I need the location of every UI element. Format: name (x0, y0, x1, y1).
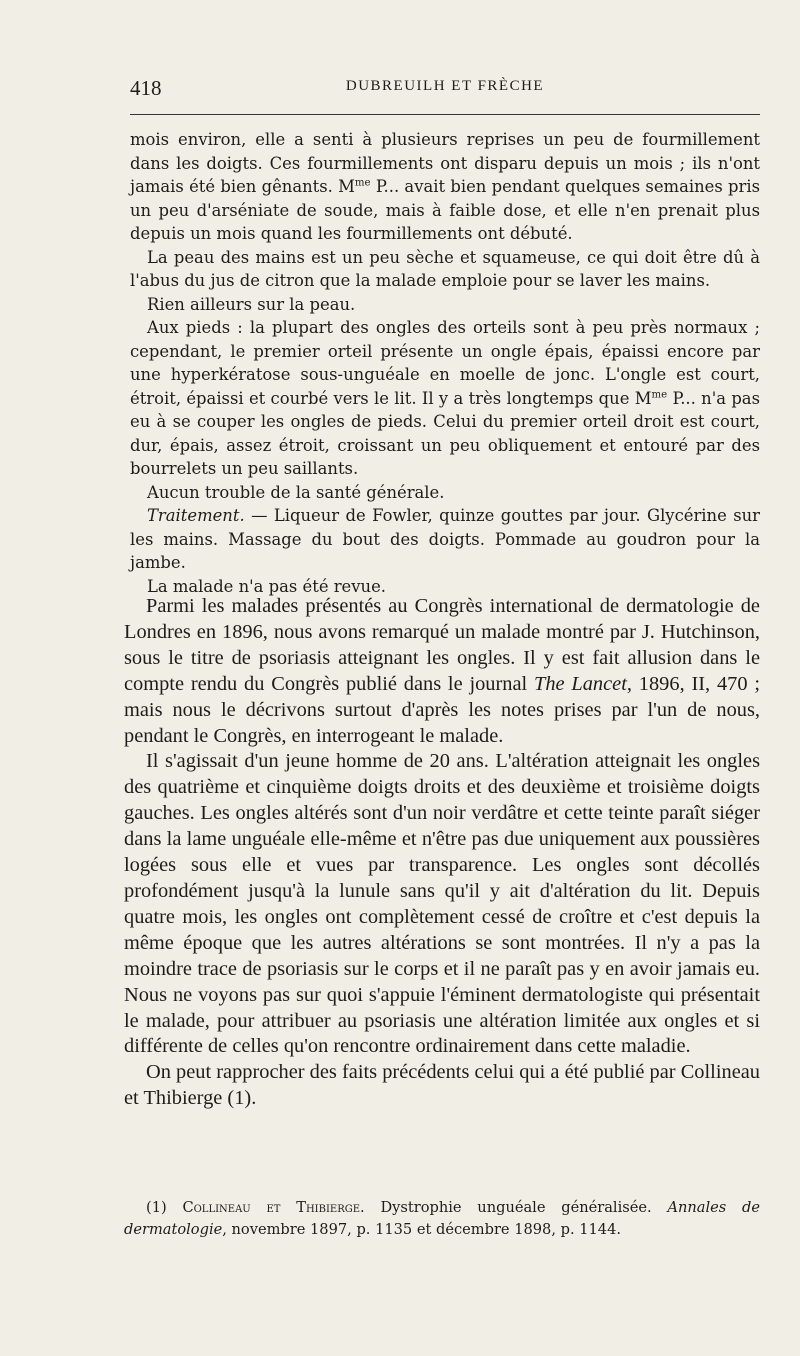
body-paragraph: On peut rapprocher des faits précédents celui qui a été publié par Collineau et Thibierge (1). (124, 1061, 760, 1110)
body-paragraph: Parmi les malades présentés au Congrès international de dermatologie de Londres en 1896, nous avons remarqué un malade montré par J. Hutchinson, sous le titre de psoriasis atteignant les ongles. Il y est fait allusion dans le compte rendu du Congrès publié dans le journal The Lancet, 1896, II, 470 ; mais nous le décrivons surtout d'après les notes prises par l'un de nous, pendant le Congrès, en interrogeant le malade. (124, 595, 760, 747)
footnote: (1) Collineau et Thibierge. Dystrophie unguéale généralisée. Annales de dermatologie, novembre 1897, p. 1135 et décembre 1898, p. 1144. (124, 1199, 761, 1238)
observation-text (130, 128, 760, 598)
main-text (124, 594, 760, 1112)
observation-paragraph: mois environ, elle a senti à plusieurs reprises un peu de fourmillement dans les doigts. Ces fourmillements ont disparu depuis un mois ; ils n'ont jamais été bien gênants. $M^{me}$ P... avait bien pendant quelques semaines pris un peu d'arséniate de soude, mais à faible dose, et elle n'en prenait plus depuis un mois quand les fourmillements ont débuté. (130, 130, 760, 243)
page-header (130, 76, 760, 106)
treatment-paragraph: Traitement. — Liqueur de Fowler, quinze gouttes par jour. Glycérine sur les mains. Massage du bout des doigts. Pommade au goudron pour la jambe. (130, 506, 760, 572)
observation-paragraph: Aucun trouble de la santé générale. (147, 482, 445, 502)
observation-paragraph: La peau des mains est un peu sèche et squameuse, ce qui doit être dû à l'abus du jus de citron que la malade emploie pour se laver les mains. (130, 247, 760, 290)
journal-title: The Lancet (534, 672, 627, 695)
header-rule (130, 114, 760, 115)
running-head: DUBREUILH ET FRÈCHE (345, 78, 545, 94)
body-paragraph: Il s'agissait d'un jeune homme de 20 ans. L'altération atteignait les ongles des quatrième et cinquième doigts droits et des deuxième et troisième doigts gauches. Les ongles altérés sont d'un noir verdâtre et cette teinte paraît siéger dans la lame unguéale elle-même et n'être pas due uniquement aux poussières logées sous elle et vues par transparence. Les ongles sont décollés profondément jusqu'à la lunule sans qu'il y ait d'altération du lit. Depuis quatre mois, les ongles ont complètement cessé de croître et c'est depuis la même époque que les autres altérations se sont montrées. Il n'y a pas la moindre trace de psoriasis sur le corps et il ne paraît pas y en avoir jamais eu. Nous ne voyons pas sur quoi s'appuie l'éminent dermatologiste qui présentait le malade, pour attribuer au psoriasis une altération limitée aux ongles et si différente de celles qu'on rencontre ordinairement dans cette maladie. (124, 750, 760, 1058)
footnote-authors: Collineau et Thibierge (182, 1199, 361, 1216)
observation-paragraph: La malade n'a pas été revue. (147, 576, 386, 596)
treatment-label: Traitement. (147, 506, 245, 525)
observation-paragraph: Aux pieds : la plupart des ongles des orteils sont à peu près normaux ; cependant, le premier orteil présente un ongle épais, épaissi encore par une hyperkératose sous-unguéale en moelle de jonc. L'ongle est court, étroit, épaissi et courbé vers le lit. Il y a très longtemps que $M^{me}$ P... n'a pas eu à se couper les ongles de pieds. Celui du premier orteil droit est court, dur, épais, assez étroit, croissant un peu obliquement et entouré par des bourrelets un peu saillants. (130, 318, 760, 478)
observation-paragraph: Rien ailleurs sur la peau. (147, 294, 356, 314)
page-number: 418 (130, 76, 162, 100)
footnote-journal: Annales de dermatologie (124, 1199, 761, 1238)
